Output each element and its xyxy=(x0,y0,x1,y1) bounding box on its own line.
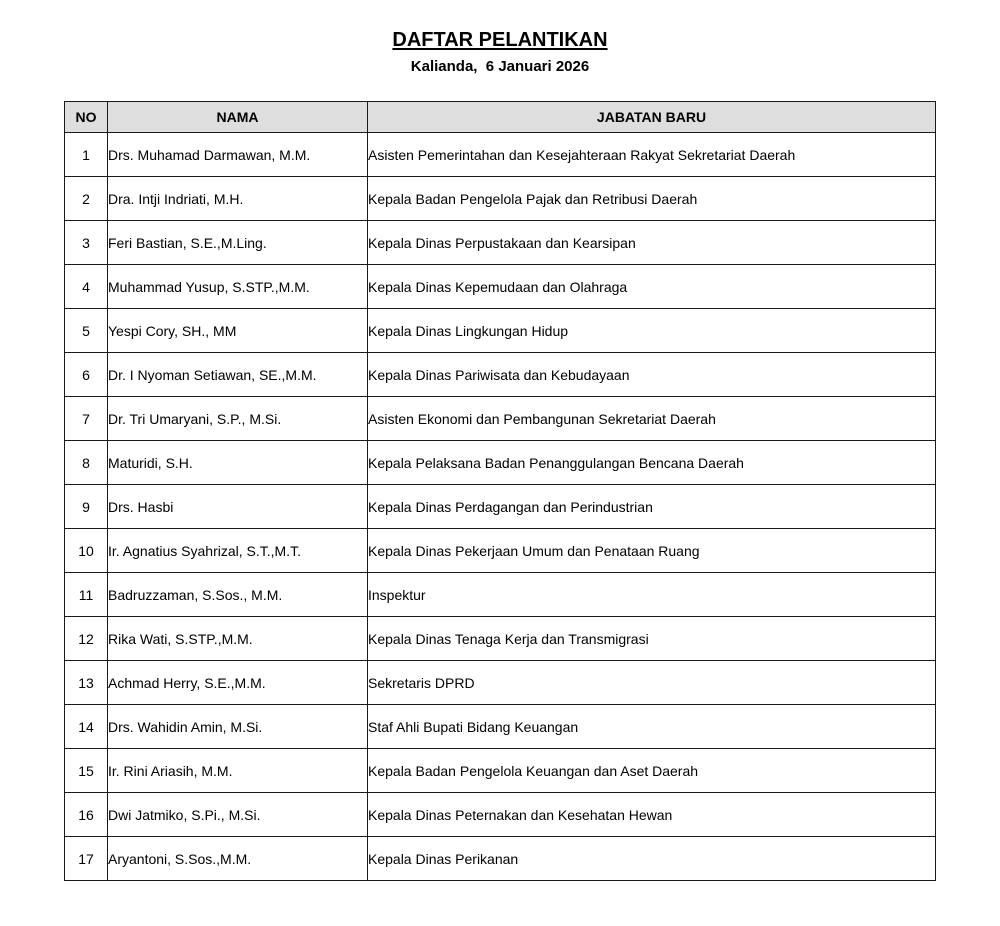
row-number: 3 xyxy=(65,221,108,265)
table-row xyxy=(65,529,936,573)
row-name: Feri Bastian, S.E.,M.Ling. xyxy=(108,221,368,265)
row-position: Kepala Dinas Perikanan xyxy=(368,837,936,881)
row-position: Kepala Badan Pengelola Keuangan dan Aset Daerah xyxy=(368,749,936,793)
row-name: Dwi Jatmiko, S.Pi., M.Si. xyxy=(108,793,368,837)
row-number: 5 xyxy=(65,309,108,353)
table-row xyxy=(65,221,936,265)
row-number: 4 xyxy=(65,265,108,309)
table-row xyxy=(65,397,936,441)
table-row xyxy=(65,485,936,529)
column-header-no: NO xyxy=(65,102,108,133)
row-name: Yespi Cory, SH., MM xyxy=(108,309,368,353)
table-header-row xyxy=(65,102,936,133)
document-title xyxy=(0,28,1000,52)
table-row xyxy=(65,133,936,177)
row-name: Rika Wati, S.STP.,M.M. xyxy=(108,617,368,661)
table-row xyxy=(65,441,936,485)
row-name: Aryantoni, S.Sos.,M.M. xyxy=(108,837,368,881)
document-subtitle: Kalianda, 6 Januari 2026 xyxy=(410,58,590,75)
row-number: 9 xyxy=(65,485,108,529)
row-position: Kepala Dinas Lingkungan Hidup xyxy=(368,309,936,353)
table-row xyxy=(65,617,936,661)
row-position: Staf Ahli Bupati Bidang Keuangan xyxy=(368,705,936,749)
row-name: Dr. Tri Umaryani, S.P., M.Si. xyxy=(108,397,368,441)
row-name: Dr. I Nyoman Setiawan, SE.,M.M. xyxy=(108,353,368,397)
row-number: 13 xyxy=(65,661,108,705)
row-number: 15 xyxy=(65,749,108,793)
row-number: 8 xyxy=(65,441,108,485)
row-number: 6 xyxy=(65,353,108,397)
table-row xyxy=(65,265,936,309)
row-position: Sekretaris DPRD xyxy=(368,661,936,705)
row-name: Badruzzaman, S.Sos., M.M. xyxy=(108,573,368,617)
row-number: 11 xyxy=(65,573,108,617)
row-name: Muhammad Yusup, S.STP.,M.M. xyxy=(108,265,368,309)
document-title-text: DAFTAR PELANTIKAN xyxy=(392,29,608,51)
table-row xyxy=(65,309,936,353)
table-row xyxy=(65,749,936,793)
row-number: 17 xyxy=(65,837,108,881)
row-number: 10 xyxy=(65,529,108,573)
row-position: Asisten Ekonomi dan Pembangunan Sekretariat Daerah xyxy=(368,397,936,441)
row-name: Ir. Agnatius Syahrizal, S.T.,M.T. xyxy=(108,529,368,573)
inauguration-table xyxy=(64,101,936,881)
row-number: 2 xyxy=(65,177,108,221)
column-header-jabatan: JABATAN BARU xyxy=(368,102,936,133)
row-number: 14 xyxy=(65,705,108,749)
column-header-nama: NAMA xyxy=(108,102,368,133)
table-row xyxy=(65,837,936,881)
table-row xyxy=(65,793,936,837)
row-name: Ir. Rini Ariasih, M.M. xyxy=(108,749,368,793)
row-position: Kepala Dinas Kepemudaan dan Olahraga xyxy=(368,265,936,309)
row-position: Kepala Dinas Perdagangan dan Perindustrian xyxy=(368,485,936,529)
row-number: 16 xyxy=(65,793,108,837)
row-position: Kepala Dinas Pariwisata dan Kebudayaan xyxy=(368,353,936,397)
row-position: Kepala Dinas Perpustakaan dan Kearsipan xyxy=(368,221,936,265)
row-name: Dra. Intji Indriati, M.H. xyxy=(108,177,368,221)
row-number: 7 xyxy=(65,397,108,441)
row-position: Inspektur xyxy=(368,573,936,617)
row-name: Achmad Herry, S.E.,M.M. xyxy=(108,661,368,705)
row-position: Asisten Pemerintahan dan Kesejahteraan Rakyat Sekretariat Daerah xyxy=(368,133,936,177)
table-row xyxy=(65,573,936,617)
row-name: Drs. Muhamad Darmawan, M.M. xyxy=(108,133,368,177)
row-position: Kepala Pelaksana Badan Penanggulangan Bencana Daerah xyxy=(368,441,936,485)
table-row xyxy=(65,705,936,749)
row-number: 12 xyxy=(65,617,108,661)
row-name: Drs. Wahidin Amin, M.Si. xyxy=(108,705,368,749)
row-name: Drs. Hasbi xyxy=(108,485,368,529)
row-name: Maturidi, S.H. xyxy=(108,441,368,485)
row-position: Kepala Dinas Pekerjaan Umum dan Penataan Ruang xyxy=(368,529,936,573)
table-row xyxy=(65,177,936,221)
row-position: Kepala Badan Pengelola Pajak dan Retribusi Daerah xyxy=(368,177,936,221)
table-row xyxy=(65,353,936,397)
row-number: 1 xyxy=(65,133,108,177)
table-row xyxy=(65,661,936,705)
row-position: Kepala Dinas Peternakan dan Kesehatan Hewan xyxy=(368,793,936,837)
row-position: Kepala Dinas Tenaga Kerja dan Transmigrasi xyxy=(368,617,936,661)
